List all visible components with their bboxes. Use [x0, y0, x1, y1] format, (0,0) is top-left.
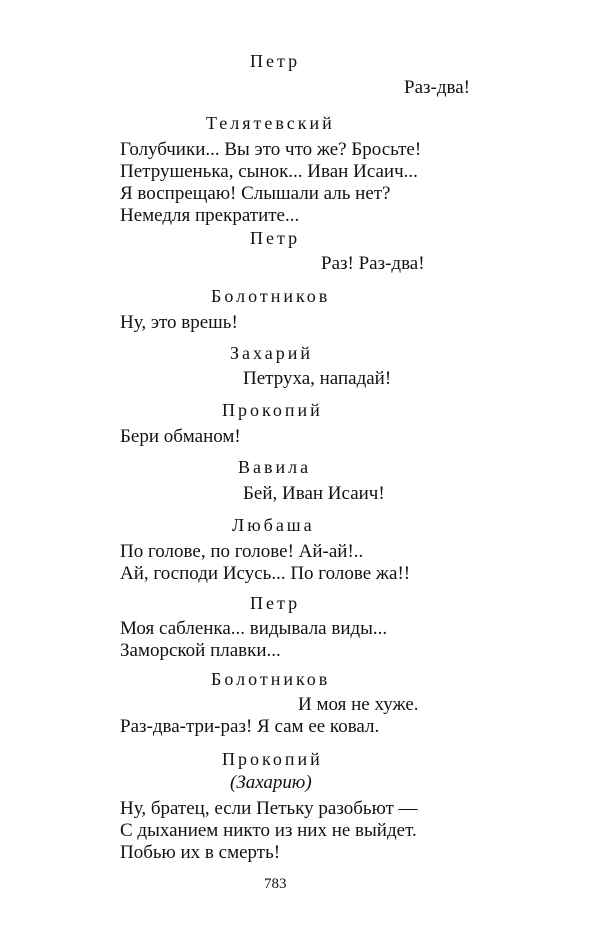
speaker-name: Захарий: [230, 343, 314, 363]
speaker-name: Прокопий: [222, 749, 323, 769]
speaker-name: Телятевский: [206, 113, 335, 133]
verse-line: Немедля прекратите...: [120, 205, 300, 226]
verse-line: Ну, братец, если Петьку разобьют —: [120, 798, 418, 819]
verse-line: По голове, по голове! Ай-ай!..: [120, 541, 364, 562]
verse-line: Ай, господи Исусь... По голове жа!!: [120, 563, 411, 584]
stage-direction: (Захарию): [230, 772, 312, 793]
verse-line: Побью их в смерть!: [120, 842, 281, 863]
speaker-name: Вавила: [238, 457, 312, 477]
verse-line: Моя сабленка... видывала виды...: [120, 618, 388, 639]
verse-line: С дыханием никто из них не выйдет.: [120, 820, 417, 841]
verse-line: Бери обманом!: [120, 426, 241, 447]
speaker-name: Болотников: [211, 286, 331, 306]
speaker-name: Болотников: [211, 669, 331, 689]
verse-line: Я воспрещаю! Слышали аль нет?: [120, 183, 391, 204]
verse-line: Заморской плавки...: [120, 640, 281, 661]
verse-line: Раз! Раз-два!: [321, 253, 425, 274]
verse-line: Ну, это врешь!: [120, 312, 238, 333]
verse-line: Петруха, нападай!: [243, 368, 392, 389]
speaker-name: Петр: [250, 51, 301, 71]
verse-line: И моя не хуже.: [298, 694, 419, 715]
speaker-name: Петр: [250, 593, 301, 613]
verse-line: Раз-два-три-раз! Я сам ее ковал.: [120, 716, 380, 737]
page-number: 783: [264, 876, 287, 892]
verse-line: Бей, Иван Исаич!: [243, 483, 385, 504]
verse-line: Петрушенька, сынок... Иван Исаич...: [120, 161, 418, 182]
verse-line: Раз-два!: [404, 77, 470, 98]
speaker-name: Петр: [250, 228, 301, 248]
speaker-name: Любаша: [232, 515, 315, 535]
verse-line: Голубчики... Вы это что же? Бросьте!: [120, 139, 422, 160]
speaker-name: Прокопий: [222, 400, 323, 420]
